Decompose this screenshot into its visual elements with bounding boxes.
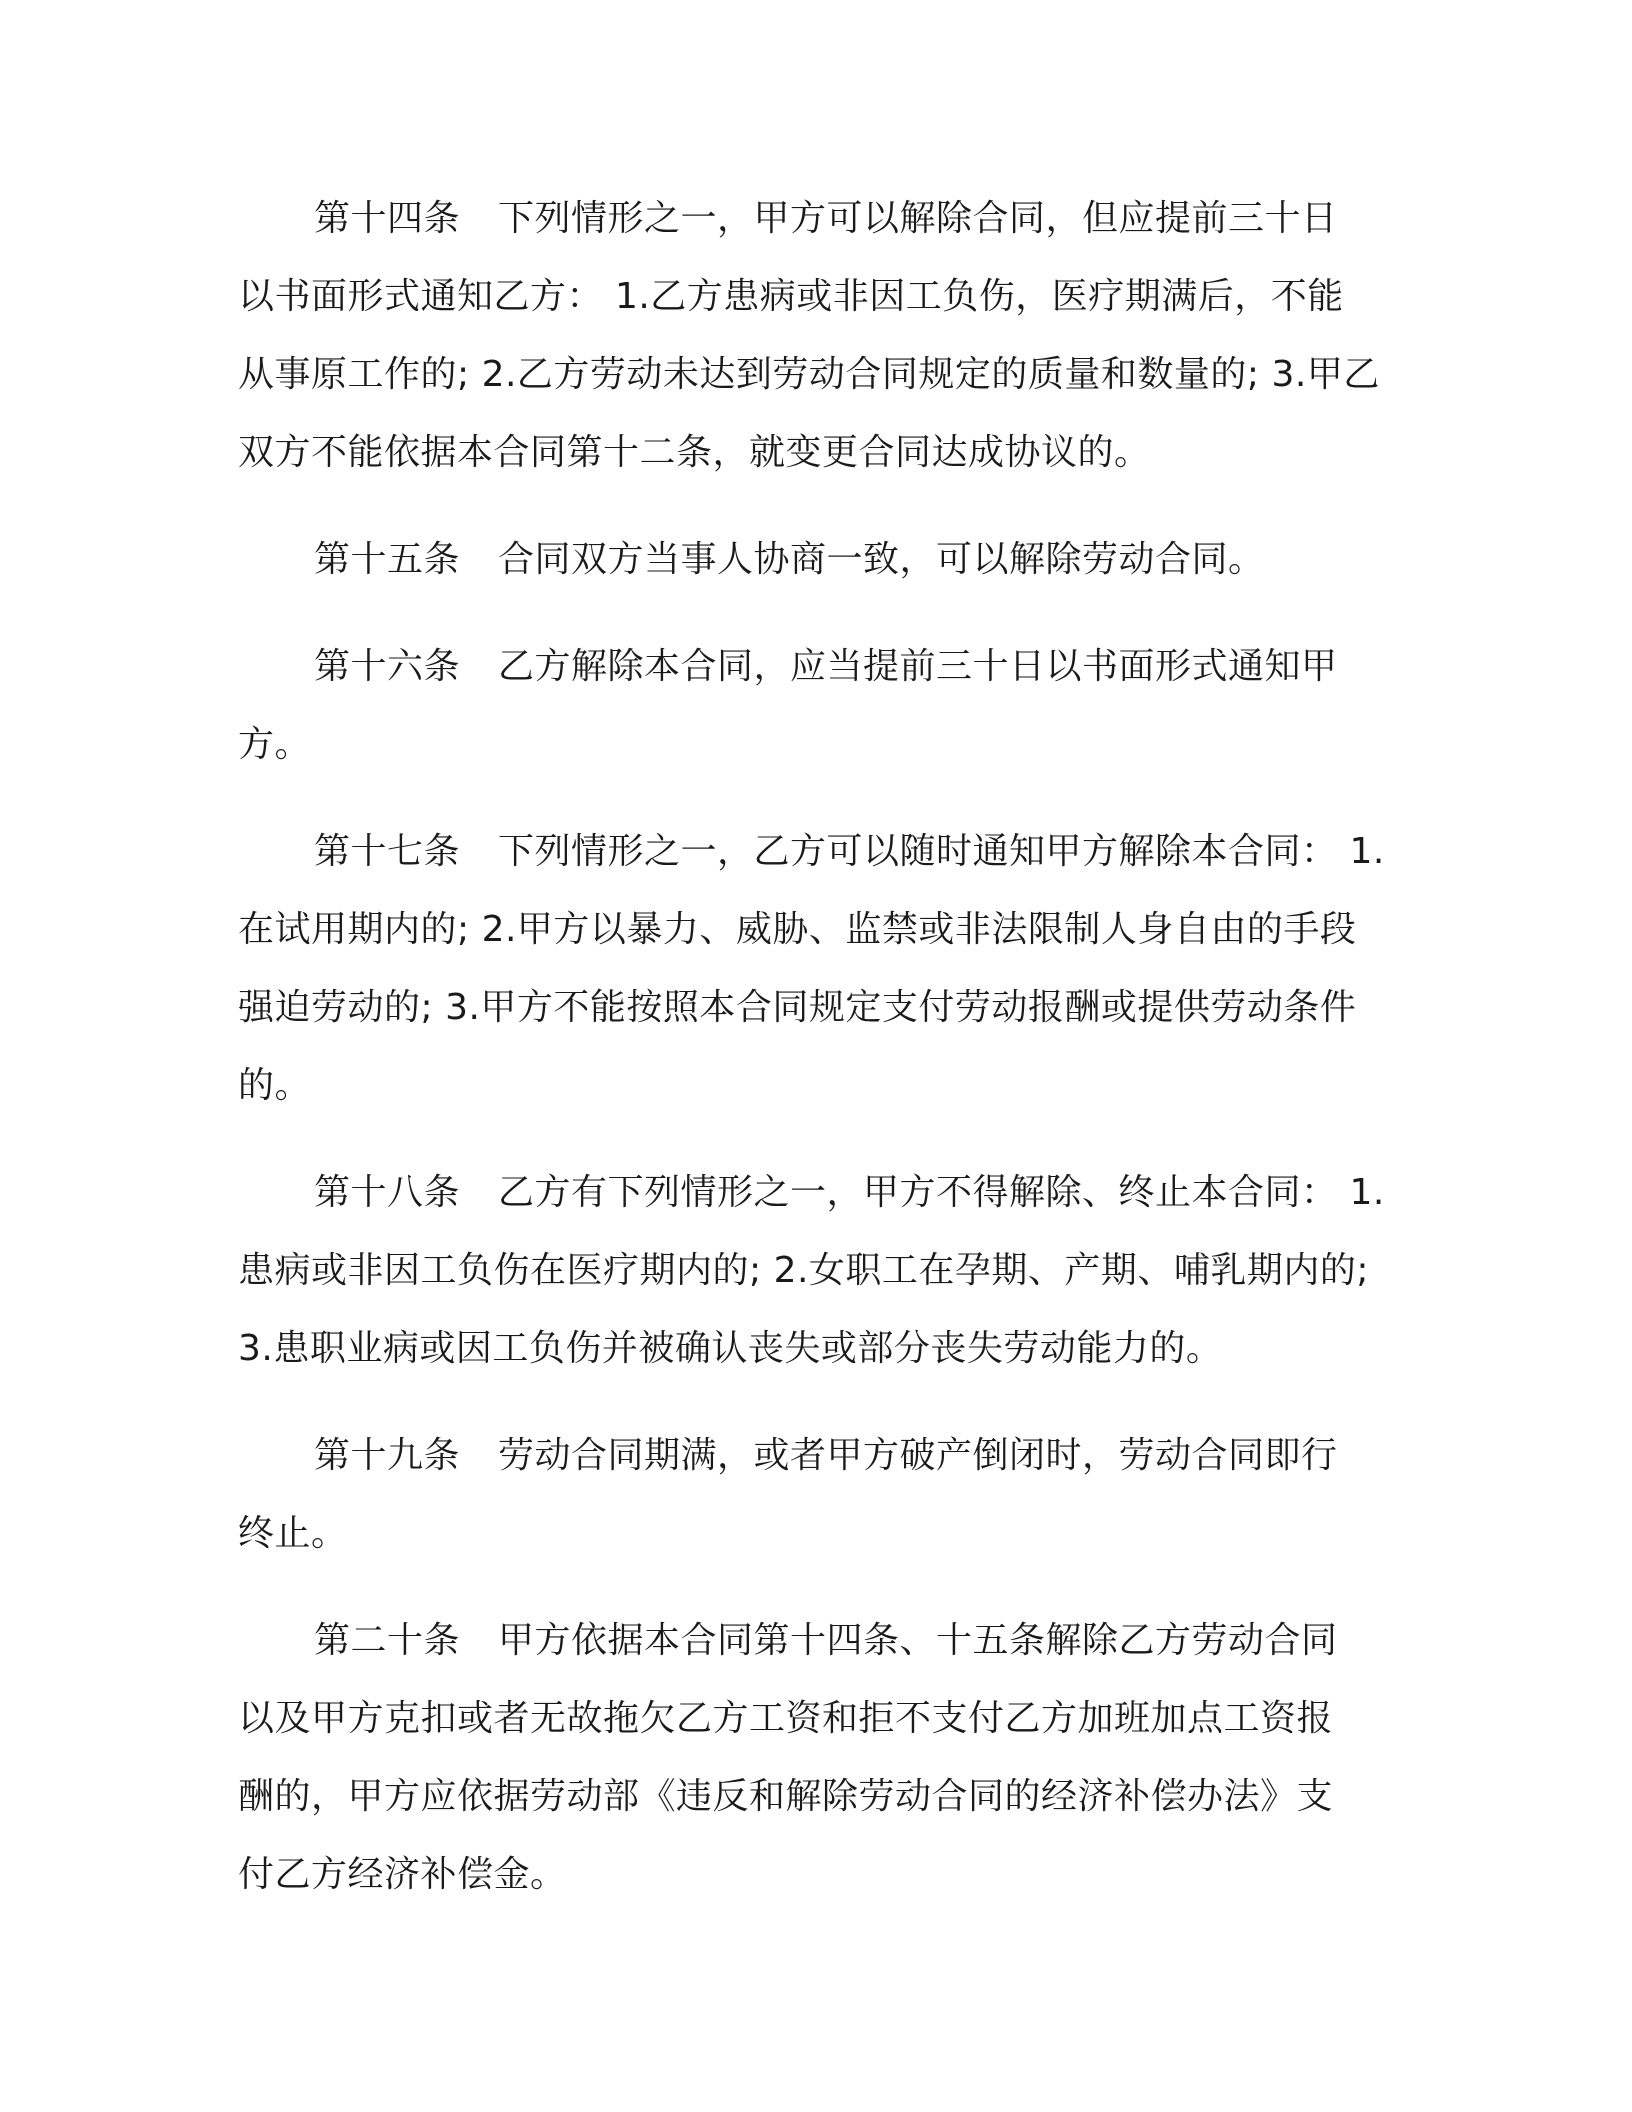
article-number: 第二十条 (314, 1620, 461, 1661)
article-line (238, 1154, 1388, 1232)
article-line: 的。 (238, 1065, 312, 1106)
article-text: 劳动合同期满，或者甲方破产倒闭时，劳动合同即行 (498, 1435, 1338, 1476)
article-line: 方。 (238, 724, 312, 765)
article-text: 乙方有下列情形之一，甲方不得解除、终止本合同： 1. (498, 1172, 1385, 1213)
article-number: 第十八条 (314, 1172, 461, 1213)
article-line: 3.患职业病或因工负伤并被确认丧失或部分丧失劳动能力的。 (238, 1328, 1223, 1369)
article-15 (238, 521, 1388, 599)
article-number: 第十六条 (314, 646, 461, 687)
article-line (238, 521, 1388, 599)
article-line: 终止。 (238, 1513, 348, 1554)
article-20 (238, 1602, 1388, 1914)
article-text: 下列情形之一，甲方可以解除合同，但应提前三十日 (498, 198, 1338, 239)
article-16 (238, 628, 1388, 784)
article-line: 以书面形式通知乙方： 1.乙方患病或非因工负伤，医疗期满后，不能 (238, 276, 1344, 317)
article-19 (238, 1417, 1388, 1573)
document-body (238, 180, 1388, 1943)
article-line: 酬的，甲方应依据劳动部《违反和解除劳动合同的经济补偿办法》支 (238, 1776, 1334, 1817)
article-text: 合同双方当事人协商一致，可以解除劳动合同。 (498, 539, 1265, 580)
article-number: 第十四条 (314, 198, 461, 239)
article-number: 第十九条 (314, 1435, 461, 1476)
article-line: 在试用期内的; 2.甲方以暴力、威胁、监禁或非法限制人身自由的手段 (238, 909, 1357, 950)
article-text: 甲方依据本合同第十四条、十五条解除乙方劳动合同 (498, 1620, 1338, 1661)
article-text: 下列情形之一，乙方可以随时通知甲方解除本合同： 1. (498, 831, 1385, 872)
article-number: 第十五条 (314, 539, 461, 580)
article-17 (238, 813, 1388, 1125)
article-number: 第十七条 (314, 831, 461, 872)
article-line: 付乙方经济补偿金。 (238, 1854, 567, 1895)
article-line: 患病或非因工负伤在医疗期内的; 2.女职工在孕期、产期、哺乳期内的; (238, 1250, 1370, 1291)
article-line (238, 1417, 1388, 1495)
article-line: 以及甲方克扣或者无故拖欠乙方工资和拒不支付乙方加班加点工资报 (238, 1698, 1334, 1739)
article-line: 从事原工作的; 2.乙方劳动未达到劳动合同规定的质量和数量的; 3.甲乙 (238, 354, 1380, 395)
article-text: 乙方解除本合同，应当提前三十日以书面形式通知甲 (498, 646, 1338, 687)
article-line (238, 1602, 1388, 1680)
article-18 (238, 1154, 1388, 1388)
article-line: 强迫劳动的; 3.甲方不能按照本合同规定支付劳动报酬或提供劳动条件 (238, 987, 1357, 1028)
article-line (238, 813, 1388, 891)
article-line (238, 628, 1388, 706)
article-line (238, 180, 1388, 258)
article-line: 双方不能依据本合同第十二条，就变更合同达成协议的。 (238, 432, 1151, 473)
article-14 (238, 180, 1388, 492)
